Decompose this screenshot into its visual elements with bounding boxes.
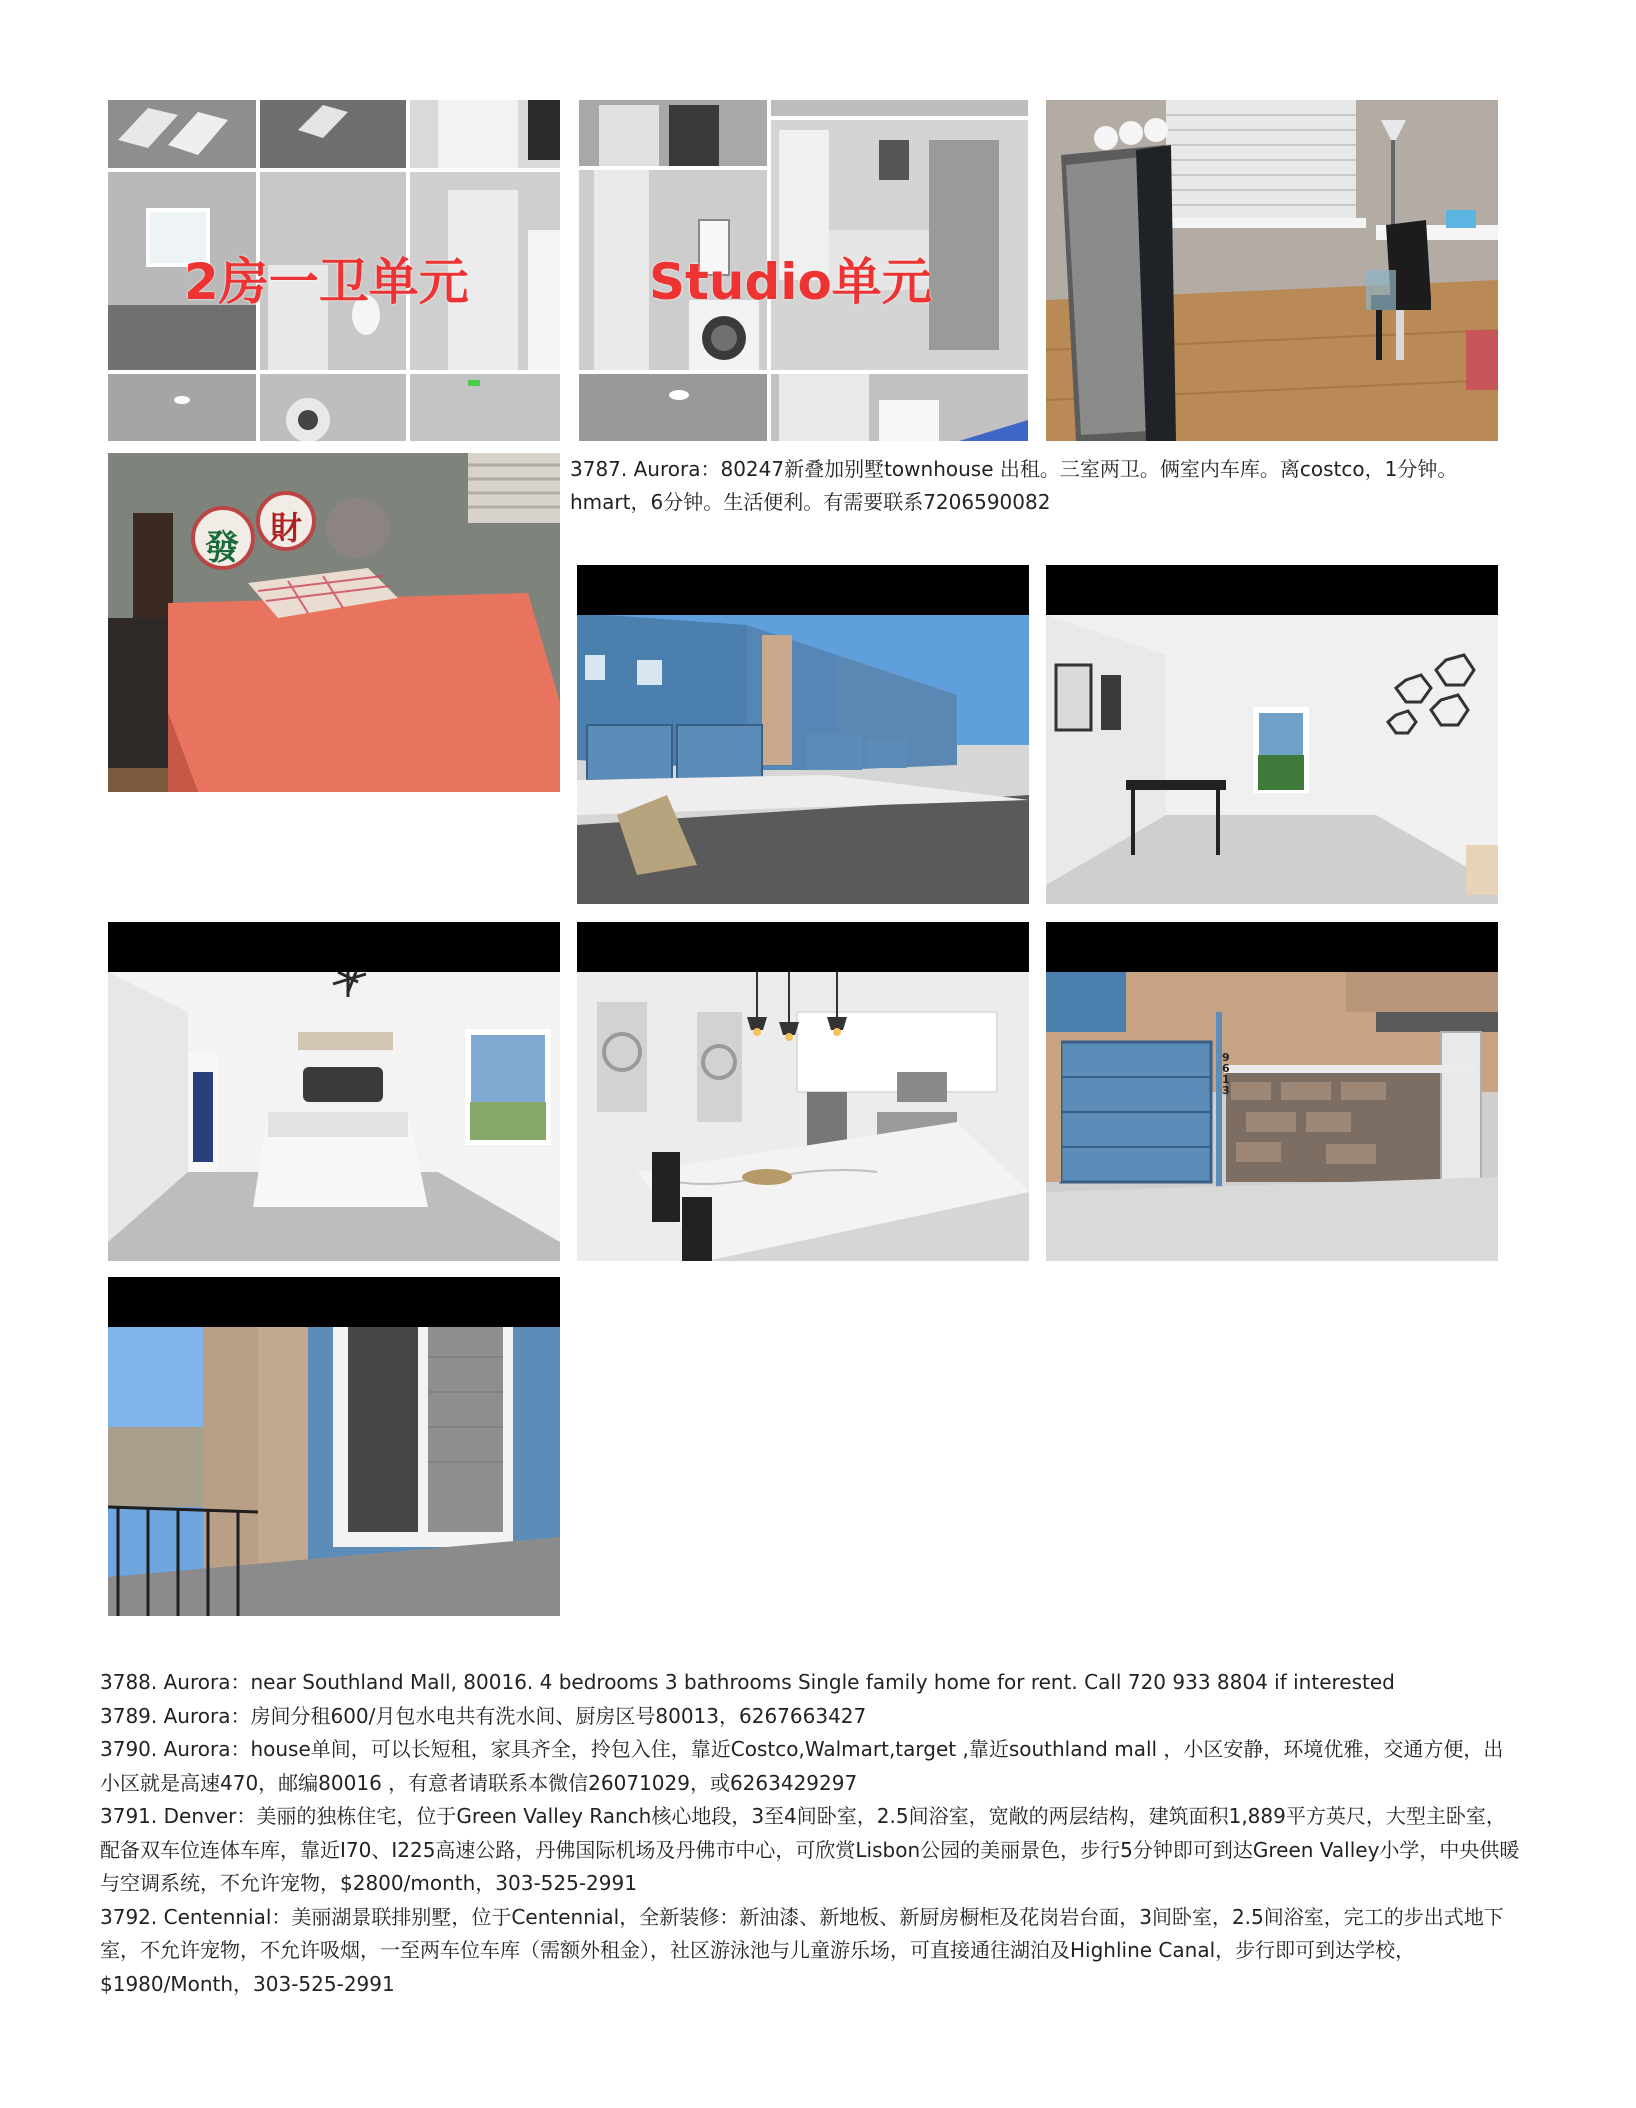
listing-3792: 3792. Centennial：美丽湖景联排别墅，位于Centennial，全新装修：新油漆、新地板、新厨房橱柜及花岗岩台面，3间卧室，2.5间浴室，完工的步出式地下室，不允许宠物，不允许吸烟，一至两车位车库（需额外租金），社区游泳池与儿童游乐场，可直接通往湖泊及Highline Canal，步行即可到达学校，$1980/Month，303-525-2991 [100,1904,1504,1996]
pillow-cai-character: 財 [270,509,303,547]
listing-3790: 3790. Aurora：house单间，可以长短租，家具齐全，拎包入住，靠近Costco,Walmart,target ,靠近southland mall ，小区安静，环境优雅，交通方便，出小区就是高速470，邮编80016 ，有意者请联系本微信26071029，或6263429297 [100,1737,1504,1795]
photo-two-bed-unit-collage [108,100,560,441]
photo-master-bedroom-topbar [108,922,560,972]
photo-balcony-topbar [108,1277,560,1327]
photo-bedroom-coral-bed [108,453,560,792]
listings-text-block [100,1666,1520,2001]
photo-office-room-topbar [1046,565,1498,615]
listing-3787-caption: 3787. Aurora：80247新叠加别墅townhouse 出租。三室两卫。俩室内车库。离costco，1分钟。hmart，6分钟。生活便利。有需要联系7206590082 [570,457,1458,514]
photo-balcony [108,1277,560,1616]
photo-townhouse-exterior-topbar [577,565,1029,615]
photo-kitchen [577,922,1029,1261]
listing-3791: 3791. Denver：美丽的独栋住宅，位于Green Valley Ranch核心地段，3至4间卧室，2.5间浴室，宽敞的两层结构，建筑面积1,889平方英尺，大型主卧室，配备双车位连体车库，靠近I70、I225高速公路，丹佛国际机场及丹佛市中心，可欣赏Lisbon公园的美丽景色，步行5分钟即可到达Green Valley小学，中央供暖与空调系统，不允许宠物，$2800/month，303-525-2991 [100,1804,1520,1895]
listing-3789: 3789. Aurora：房间分租600/月包水电共有洗水间、厨房区号80013，6267663427 [100,1703,867,1728]
photo-garage-entry-topbar [1046,922,1498,972]
photo-master-bedroom [108,922,560,1261]
photo-studio-unit-collage [579,100,1028,441]
studio-unit-overlay-text: Studio单元 [649,253,932,311]
photo-office-room [1046,565,1498,904]
listing-3788: 3788. Aurora：near Southland Mall, 80016. 4 bedrooms 3 bathrooms Single family home for rent. Call 720 933 8804 if interested [100,1670,1395,1694]
photo-garage-entry [1046,922,1498,1261]
two-bed-unit-overlay-text: 2房一卫单元 [184,253,469,311]
house-number-sign: 9613 [1222,1051,1230,1097]
pillow-fa-character: 發 [205,528,239,568]
photo-townhouse-exterior [577,565,1029,904]
photo-kitchen-topbar [577,922,1029,972]
photo-bedroom-mattress-desk [1046,100,1498,441]
